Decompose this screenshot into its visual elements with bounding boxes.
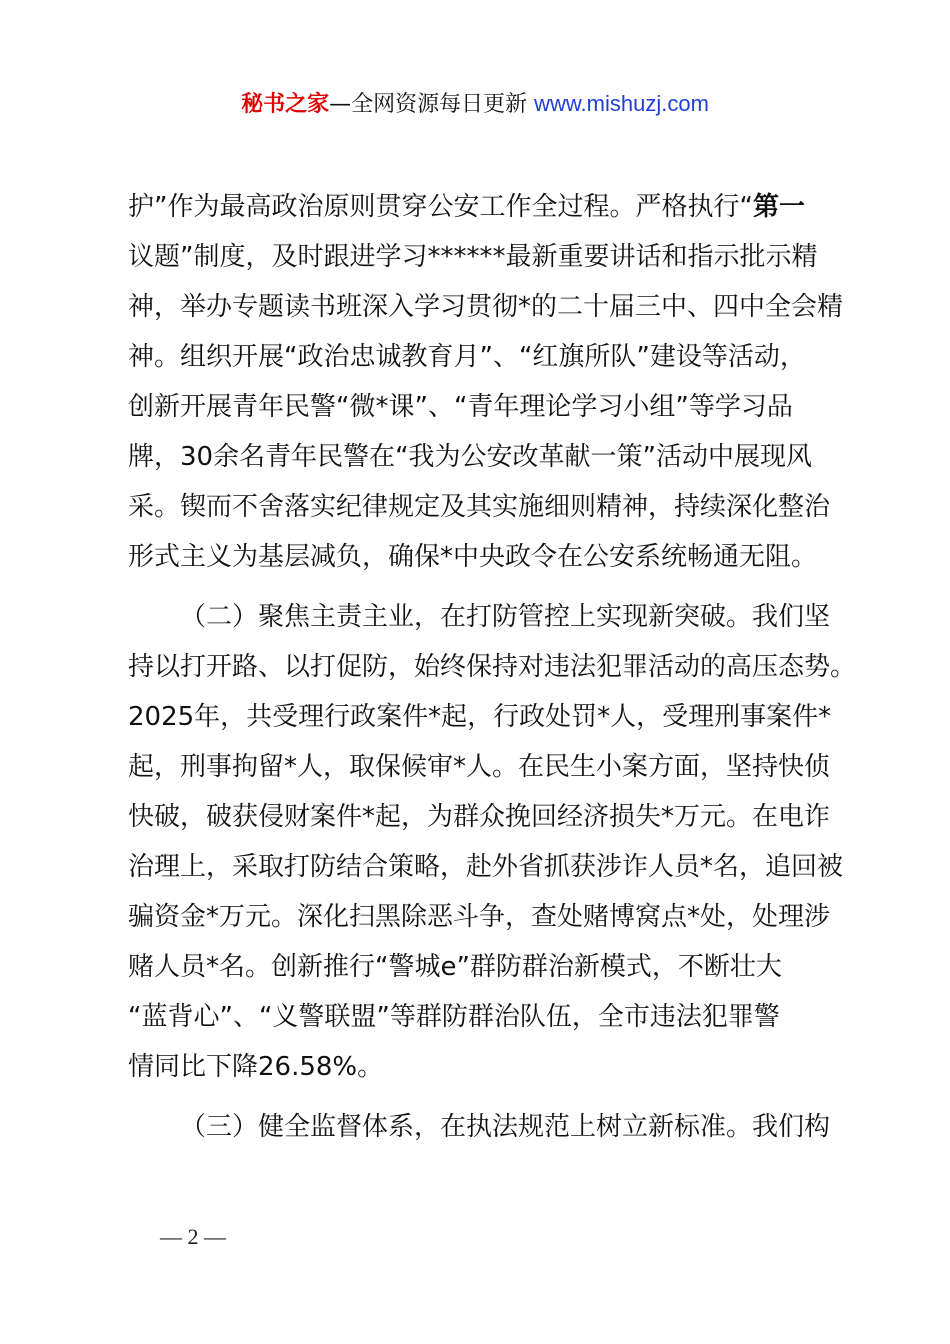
text-line: 2025年，共受理行政案件*起，行政处罚*人，受理刑事案件* [128,702,832,732]
paragraph-3 [128,1102,848,1152]
paragraph-2 [128,592,857,1092]
text-line: 牌，30余名青年民警在“我为公安改革献一策”活动中展现风 [128,442,813,472]
text-line: 快破，破获侵财案件*起，为群众挽回经济损失*万元。在电诈 [128,802,831,832]
text-span: 护”作为最高政治原则贯穿公安工作全过程。严格执行“ [128,192,753,222]
text-line: 骗资金*万元。深化扫黑除恶斗争，查处赌博窝点*处，处理涉 [128,902,831,932]
site-header [0,88,950,121]
text-line: 情同比下降26.58%。 [128,1052,384,1082]
text-line [128,182,848,232]
page-number: — 2 — [160,1224,226,1249]
text-line: 起，刑事拘留*人，取保候审*人。在民生小案方面，坚持快侦 [128,752,831,782]
text-line: 治理上，采取打防结合策略，赴外省抓获涉诈人员*名，追回被 [128,852,844,882]
text-line: 赌人员*名。创新推行“警城e”群防群治新模式，不断壮大 [128,952,782,982]
document-body [128,182,857,1152]
bold-text: 第一 [752,192,805,222]
text-line: 持以打开路、以打促防，始终保持对违法犯罪活动的高压态势。 [128,652,857,682]
site-url-link[interactable]: www.mishuzj.com [534,91,709,116]
text-line: 形式主义为基层减负，确保*中央政令在公安系统畅通无阻。 [128,542,818,572]
text-line: 创新开展青年民警“微*课”、“青年理论学习小组”等学习品 [128,392,793,422]
header-tagline: —全网资源每日更新 [329,92,535,117]
section-heading-line: （二）聚焦主责主业，在打防管控上实现新突破。我们坚 [180,602,831,632]
paragraph-1 [128,182,848,582]
text-line: 议题”制度，及时跟进学习******最新重要讲话和指示批示精 [128,242,818,272]
brand-name: 秘书之家 [241,92,330,117]
text-line: 采。锲而不舍落实纪律规定及其实施细则精神，持续深化整治 [128,492,831,522]
text-line: 神，举办专题读书班深入学习贯彻*的二十届三中、四中全会精 [128,292,844,322]
text-line: 神。组织开展“政治忠诚教育月”、“红旗所队”建设等活动， [128,342,806,372]
section-heading-line: （三）健全监督体系，在执法规范上树立新标准。我们构 [180,1112,831,1142]
text-line: “蓝背心”、“义警联盟”等群防群治队伍，全市违法犯罪警 [128,1002,780,1032]
